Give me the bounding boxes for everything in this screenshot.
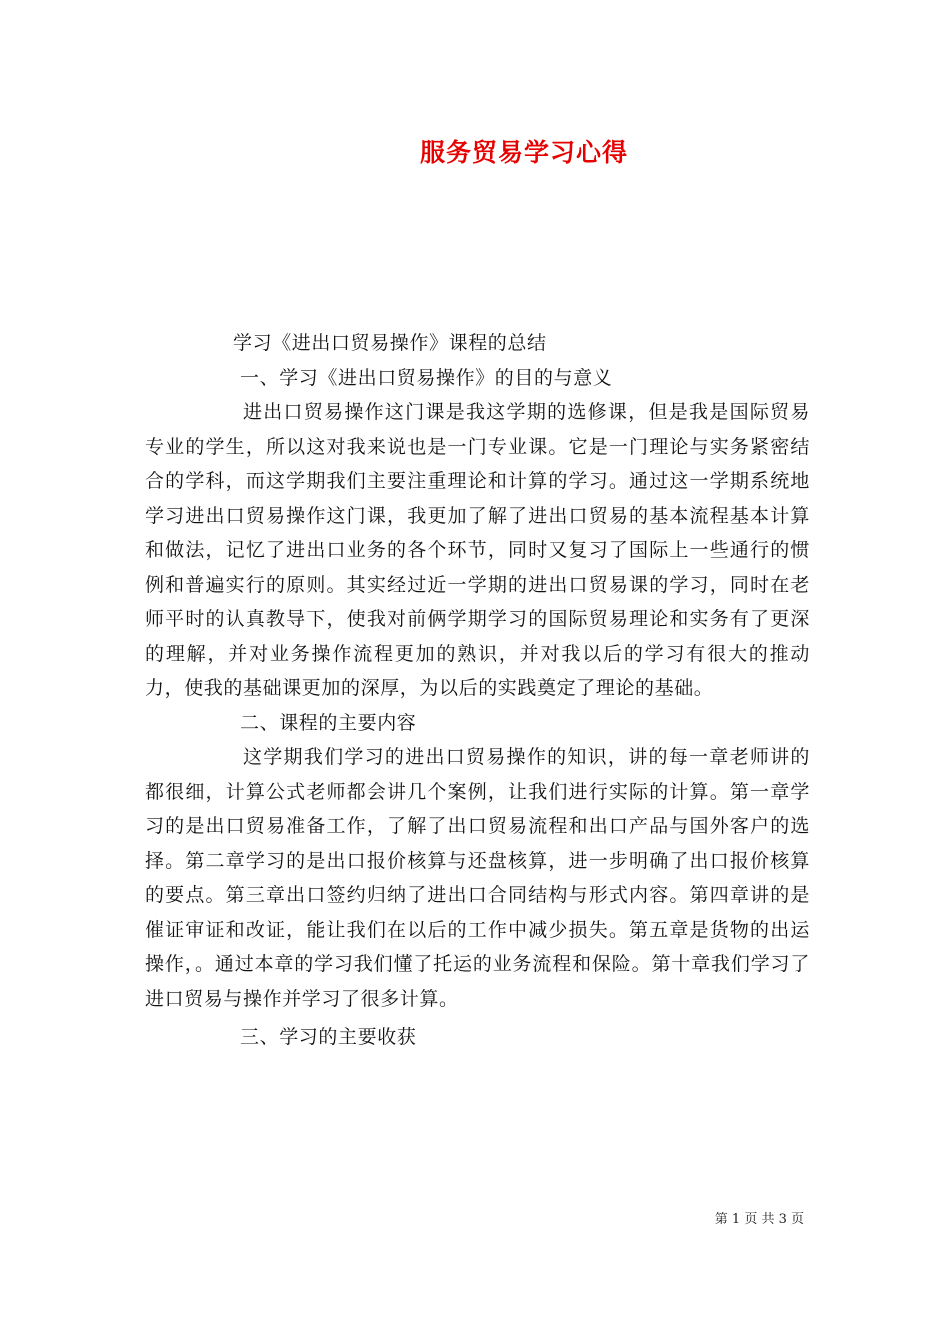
section-paragraph-1: 进出口贸易操作这门课是我这学期的选修课，但是我是国际贸易专业的学生，所以这对我来说也是一门专业课。它是一门理论与实务紧密结合的学科，而这学期我们主要注重理论和计算的学习。通过这一学期系统地学习进出口贸易操作这门课，我更加了解了进出口贸易的基本流程基本计算和做法，记忆了进出口业务的各个环节，同时又复习了国际上一些通行的惯例和普遍实行的原则。其实经过近一学期的进出口贸易课的学习，同时在老师平时的认真教导下，使我对前俩学期学习的国际贸易理论和实务有了更深的理解，并对业务操作流程更加的熟识，并对我以后的学习有很大的推动力，使我的基础课更加的深厚，为以后的实践奠定了理论的基础。 bbox=[145, 401, 810, 699]
section-heading-2: 二、课程的主要内容 bbox=[240, 711, 417, 734]
document-subtitle: 学习《进出口贸易操作》课程的总结 bbox=[233, 332, 547, 354]
page-number: 第 1 页 共 3 页 bbox=[714, 1212, 804, 1227]
section-heading-1: 一、学习《进出口贸易操作》的目的与意义 bbox=[240, 366, 613, 389]
section-paragraph-2: 这学期我们学习的进出口贸易操作的知识，讲的每一章老师讲的都很细，计算公式老师都会讲几个案例，让我们进行实际的计算。第一章学习的是出口贸易准备工作，了解了出口贸易流程和出口产品与国外客户的选择。第二章学习的是出口报价核算与还盘核算，进一步明确了出口报价核算的要点。第三章出口签约归纳了进出口合同结构与形式内容。第四章讲的是催证审证和改证，能让我们在以后的工作中减少损失。第五章是货物的出运操作，。通过本章的学习我们懂了托运的业务流程和保险。第十章我们学习了进口贸易与操作并学习了很多计算。 bbox=[145, 746, 810, 1010]
document-title: 服务贸易学习心得 bbox=[420, 138, 629, 167]
section-heading-3: 三、学习的主要收获 bbox=[240, 1026, 417, 1048]
document-body bbox=[145, 326, 810, 1055]
